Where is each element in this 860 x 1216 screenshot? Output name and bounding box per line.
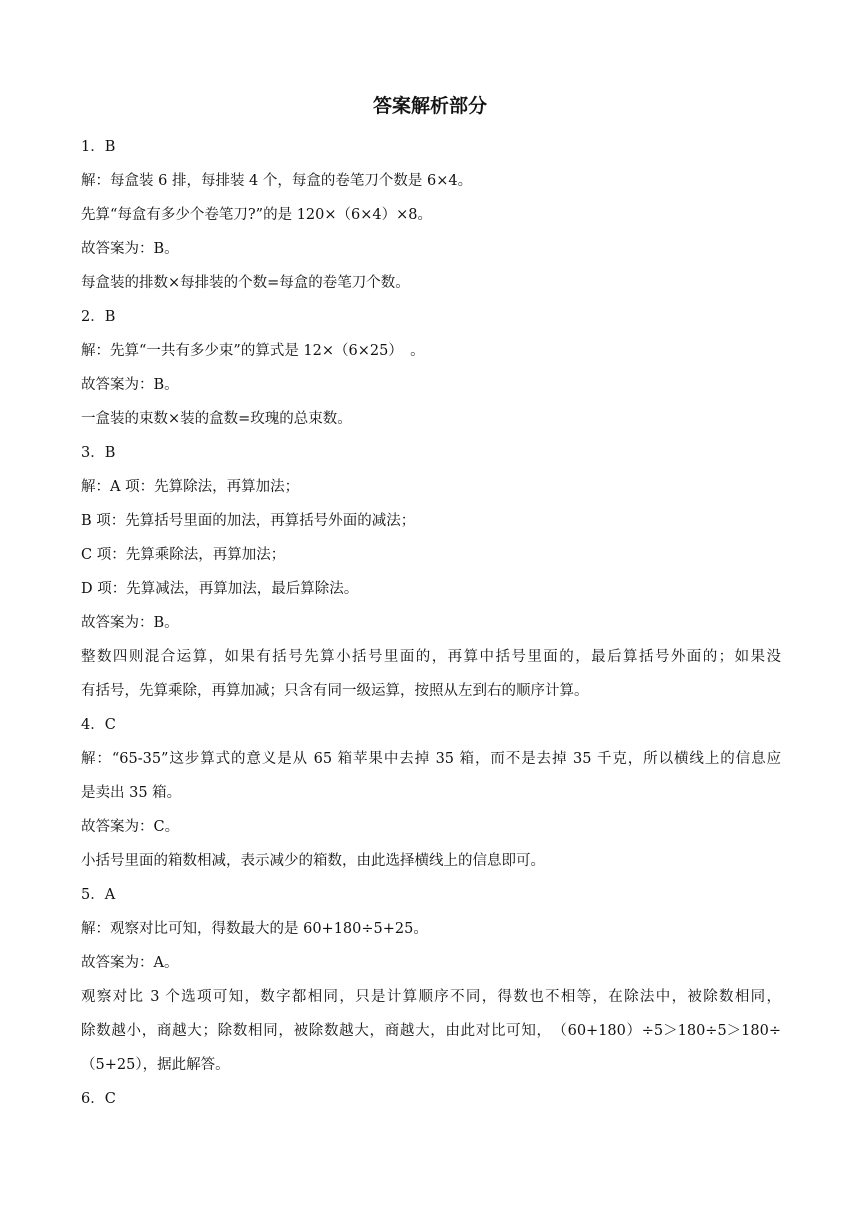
solution-line: D 项：先算减法，再算加法，最后算除法。	[81, 581, 359, 597]
analysis-line: 每盒装的排数×每排装的个数=每盒的卷笔刀个数。	[81, 275, 410, 291]
solution-line: 解：“65-35”这步算式的意义是从 65 箱苹果中去掉 35 箱，而不是去掉 35 千克，所以横线上的信息应	[81, 751, 781, 767]
analysis-line: 一盒装的束数×装的盒数=玫瑰的总束数。	[81, 411, 352, 427]
answer-line: 故答案为：B。	[81, 615, 179, 631]
page-title: 答案解析部分	[372, 95, 487, 117]
solution-line: 解：每盒装 6 排，每排装 4 个，每盒的卷笔刀个数是 6×4。	[81, 173, 473, 189]
question-number: 1．B	[81, 139, 116, 155]
question-number: 4．C	[81, 717, 116, 733]
question-number: 6．C	[81, 1091, 116, 1107]
analysis-line: 有括号，先算乘除，再算加减；只含有同一级运算，按照从左到右的顺序计算。	[81, 683, 589, 699]
analysis-line: 小括号里面的箱数相减，表示减少的箱数，由此选择横线上的信息即可。	[81, 853, 545, 869]
solution-line: B 项：先算括号里面的加法，再算括号外面的减法；	[81, 513, 416, 529]
solution-line: 解：A 项：先算除法，再算加法；	[81, 479, 300, 495]
question-number: 5．A	[81, 887, 116, 903]
analysis-line: （5+25），据此解答。	[81, 1057, 230, 1073]
analysis-line: 除数越小，商越大；除数相同，被除数越大，商越大，由此对比可知， （60+180）÷5＞180÷5＞180÷	[81, 1023, 781, 1039]
analysis-line: 观察对比 3 个选项可知，数字都相同，只是计算顺序不同，得数也不相等，在除法中，被除数相同，	[81, 989, 781, 1005]
answer-content	[81, 130, 781, 1116]
solution-line: 是卖出 35 箱。	[81, 785, 182, 801]
solution-line: C 项：先算乘除法，再算加法；	[81, 547, 286, 563]
answer-line: 故答案为：C。	[81, 819, 180, 835]
answer-line: 故答案为：B。	[81, 377, 179, 393]
solution-line: 解：观察对比可知，得数最大的是 60+180÷5+25。	[81, 921, 428, 937]
analysis-line: 整数四则混合运算，如果有括号先算小括号里面的，再算中括号里面的，最后算括号外面的；如果没	[81, 649, 781, 665]
question-number: 2．B	[81, 309, 116, 325]
question-number: 3．B	[81, 445, 116, 461]
solution-line: 先算“每盒有多少个卷笔刀?”的是 120×（6×4）×8。	[81, 207, 433, 223]
answer-line: 故答案为：A。	[81, 955, 179, 971]
answer-line: 故答案为：B。	[81, 241, 179, 257]
solution-line: 解：先算“一共有多少束”的算式是 12×（6×25） 。	[81, 343, 425, 359]
